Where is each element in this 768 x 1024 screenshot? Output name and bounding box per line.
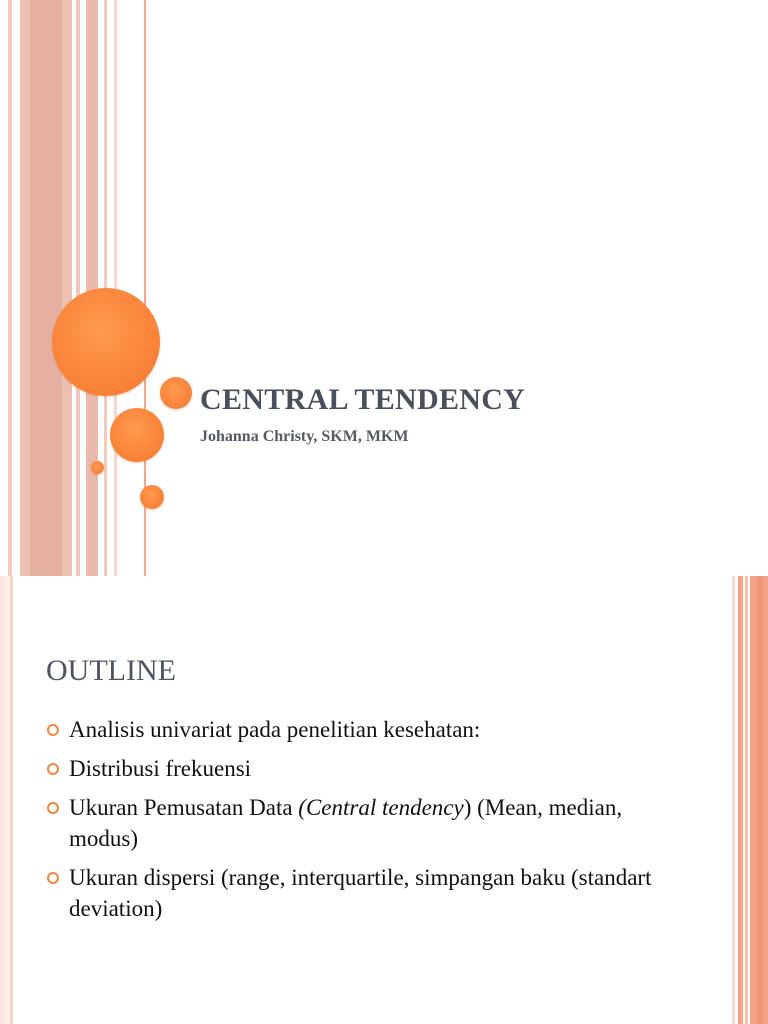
- outline-title: OUTLINE: [46, 654, 176, 687]
- bullet-list: [46, 714, 696, 932]
- large-circle: [52, 288, 160, 396]
- bullet-text: Ukuran dispersi (range, interquartile, simpangan baku (standart deviation): [69, 865, 652, 921]
- stripe: [738, 576, 743, 1024]
- stripe: [10, 576, 13, 1024]
- bullet-circle-icon: [47, 872, 59, 884]
- bullet-item: [46, 714, 696, 745]
- bullet-circle-icon: [47, 763, 59, 775]
- small-circle: [160, 377, 192, 409]
- outline-slide: [0, 576, 768, 1024]
- bullet-text-part: Ukuran Pemusatan Data: [69, 795, 299, 820]
- bullet-item: [46, 753, 696, 784]
- stripe: [76, 0, 80, 576]
- stripe: [732, 576, 735, 1024]
- slide-title: CENTRAL TENDENCY: [200, 383, 526, 416]
- slide-subtitle: Johanna Christy, SKM, MKM: [200, 428, 409, 445]
- bullet-text: Distribusi frekuensi: [69, 756, 252, 781]
- bullet-circle-icon: [47, 802, 59, 814]
- stripe: [745, 576, 748, 1024]
- tiny-circle: [91, 461, 104, 474]
- medium-circle: [110, 408, 164, 462]
- small-circle: [140, 485, 164, 509]
- bullet-text-part: ) (Mean, median, modus): [69, 795, 623, 851]
- bullet-text: Analisis univariat pada penelitian kesehatan:: [69, 717, 481, 742]
- stripe: [8, 0, 12, 576]
- bullet-item: [46, 862, 696, 924]
- stripe: [30, 0, 62, 576]
- bullet-circle-icon: [47, 724, 59, 736]
- bullet-text-italic: (Central tendency: [298, 795, 464, 820]
- stripe: [0, 576, 10, 1024]
- stripe: [757, 576, 763, 1024]
- bullet-text: [69, 795, 622, 851]
- bullet-item: [46, 792, 696, 854]
